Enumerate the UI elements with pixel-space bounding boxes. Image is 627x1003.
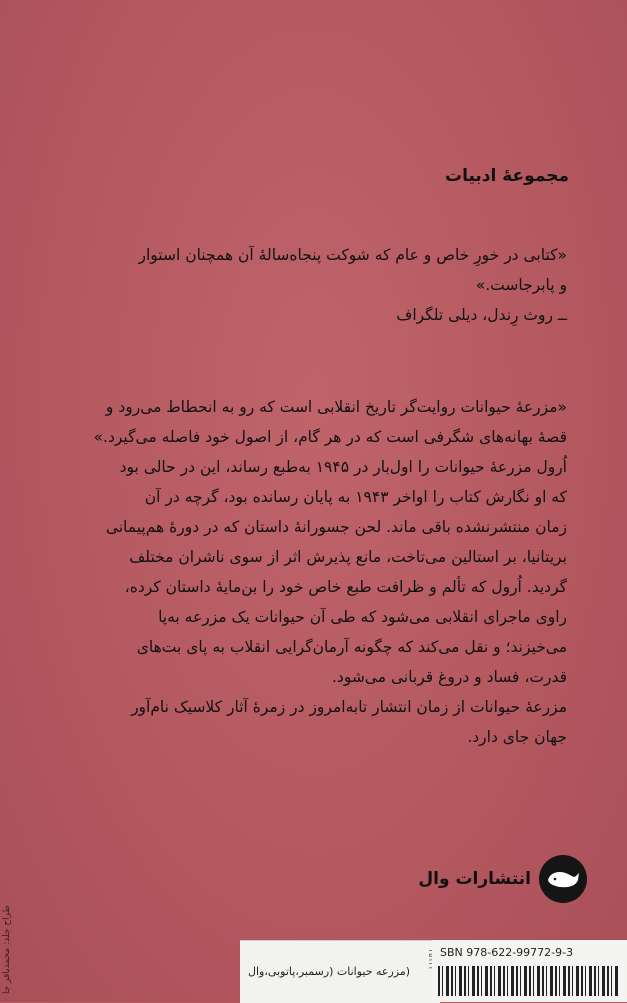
barcode-bars bbox=[438, 966, 618, 996]
review-quote bbox=[57, 240, 567, 330]
blurb-line: اُرول مزرعۀ حیوانات را اول‌بار در ۱۹۴۵ به‌طبع رساند، این در حالی بود bbox=[119, 458, 567, 476]
quote-line: «کتابی در خورِ خاص و عام که شوکت پنجاه‌سالۀ آن همچنان استوار bbox=[138, 246, 567, 264]
blurb-line: قدرت، فساد و دروغ قربانی می‌شود. bbox=[331, 668, 567, 686]
publisher-name: انتشارات وال bbox=[418, 869, 531, 889]
blurb-line: راوی ماجرای انقلابی می‌شود که طی آن حیوانات یک مزرعه به‌پا bbox=[158, 608, 567, 626]
publisher-logo bbox=[418, 855, 587, 903]
blurb-line: بریتانیا، بر استالین می‌تاخت، مانع پذیرش اثر از سوی ناشران مختلف bbox=[129, 548, 567, 566]
blurb-line: می‌خیزند؛ و نقل می‌کند که چگونه آرمان‌گرایی انقلاب به پای بت‌های bbox=[136, 638, 567, 656]
blurb-line: گردید. اُرول که تألم و ظرافت طبع خاص خود را بن‌مایۀ داستان کرده، bbox=[124, 578, 567, 596]
isbn: SBN 978-622-99772-9-3 bbox=[440, 946, 574, 959]
blurb-line: «مزرعۀ حیوانات روایت‌گر تاریخ انقلابی است که رو به انحطاط می‌رود و bbox=[105, 398, 567, 416]
quote-attribution: ــ روث رِندل، دیلی تلگراف bbox=[396, 306, 567, 324]
barcode bbox=[432, 940, 627, 1002]
whale-icon bbox=[539, 855, 587, 903]
series-title: مجموعۀ ادبیات bbox=[444, 166, 569, 186]
blurb-line: قصۀ بهانه‌های شگرفی است که در هر گام، از اصول خود فاصله می‌گیرد.» bbox=[93, 428, 567, 446]
price-sticker bbox=[240, 940, 440, 1003]
quote-line: و پابرجاست.» bbox=[475, 276, 567, 294]
designer-credit: طراح جلد: محمدباقر جا bbox=[2, 905, 12, 994]
blurb-line: جهان جای دارد. bbox=[467, 728, 567, 746]
blurb bbox=[57, 392, 567, 752]
blurb-line: زمان منتشرنشده باقی ماند. لحن جسورانۀ داستان که در دورۀ هم‌پیمانی bbox=[105, 518, 567, 536]
blurb-line: که او نگارش کتاب را اواخر ۱۹۴۳ به پایان رسانده بود، گرچه در آن bbox=[144, 488, 567, 506]
blurb-line: مزرعۀ حیوانات از زمان انتشار تابه‌امروز در زمرۀ آثار کلاسیک نام‌آور bbox=[131, 698, 567, 716]
sticker-title: (مزرعه حیوانات (رسمبر،پاتوبی،وال bbox=[248, 965, 411, 978]
